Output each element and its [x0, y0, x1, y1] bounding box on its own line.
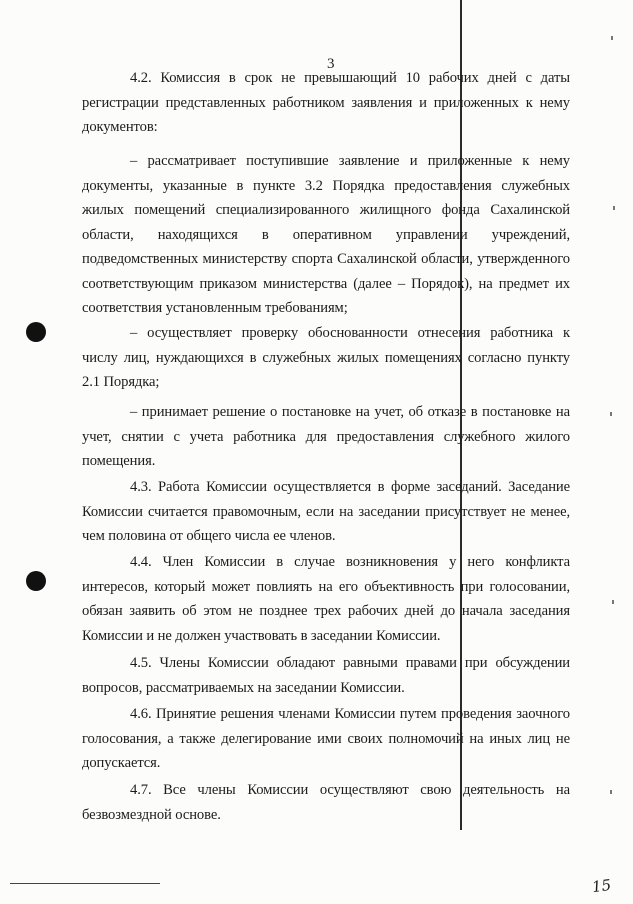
- page-number: 3: [327, 56, 335, 72]
- paragraph-4-3: 4.3. Работа Комиссии осуществляется в форме заседаний. Заседание Комиссии считается правомочным, если на заседании присутствует не менее, чем половина от общего числа ее членов.: [82, 479, 570, 544]
- scan-speck: [613, 206, 615, 210]
- list-item-review: – рассматривает поступившие заявление и приложенные к нему документы, указанные в пункте 3.2 Порядка предоставления служебных жилых помещений специализированного жилищного фонда Сахалинской области, находящихся в оперативном управлении учреждений, подведомственных министерству спорта Сахалинской области, утвержденного соответствующим приказом министерства (далее – Порядок), на предмет их соответствия установленным требованиям;: [82, 153, 570, 316]
- paragraph-4-5: 4.5. Члены Комиссии обладают равными правами при обсуждении вопросов, рассматриваемых на заседании Комиссии.: [82, 655, 570, 696]
- footer-rule: [10, 883, 160, 884]
- scan-speck: [610, 790, 612, 794]
- scan-speck: [610, 412, 612, 416]
- scan-speck: [612, 600, 614, 604]
- list-item-decide: – принимает решение о постановке на учет, об отказе в постановке на учет, снятии с учета работника для предоставления служебного жилого помещения.: [82, 404, 570, 469]
- punch-hole: [26, 322, 46, 342]
- paragraph-4-6: 4.6. Принятие решения членами Комиссии путем проведения заочного голосования, а также делегирование ими своих полномочий на иных лиц не допускается.: [82, 706, 570, 771]
- punch-hole: [26, 571, 46, 591]
- paragraph-4-2: 4.2. Комиссия в срок не превышающий 10 рабочих дней с даты регистрации представленных работником заявления и приложенных к нему документов:: [82, 70, 570, 135]
- paragraph-4-7: 4.7. Все члены Комиссии осуществляют свою деятельность на безвозмездной основе.: [82, 782, 570, 823]
- paragraph-4-4: 4.4. Член Комиссии в случае возникновения у него конфликта интересов, который может повлиять на его объективность при голосовании, обязан заявить об этом не позднее трех рабочих дней до начала заседания Комиссии и не должен участвовать в заседании Комиссии.: [82, 554, 570, 644]
- handwritten-sheet-number: 15: [590, 875, 613, 897]
- list-item-verify: – осуществляет проверку обоснованности отнесения работника к числу лиц, нуждающихся в служебных жилых помещениях согласно пункту 2.1 Порядка;: [82, 325, 570, 390]
- scan-speck: [611, 36, 613, 40]
